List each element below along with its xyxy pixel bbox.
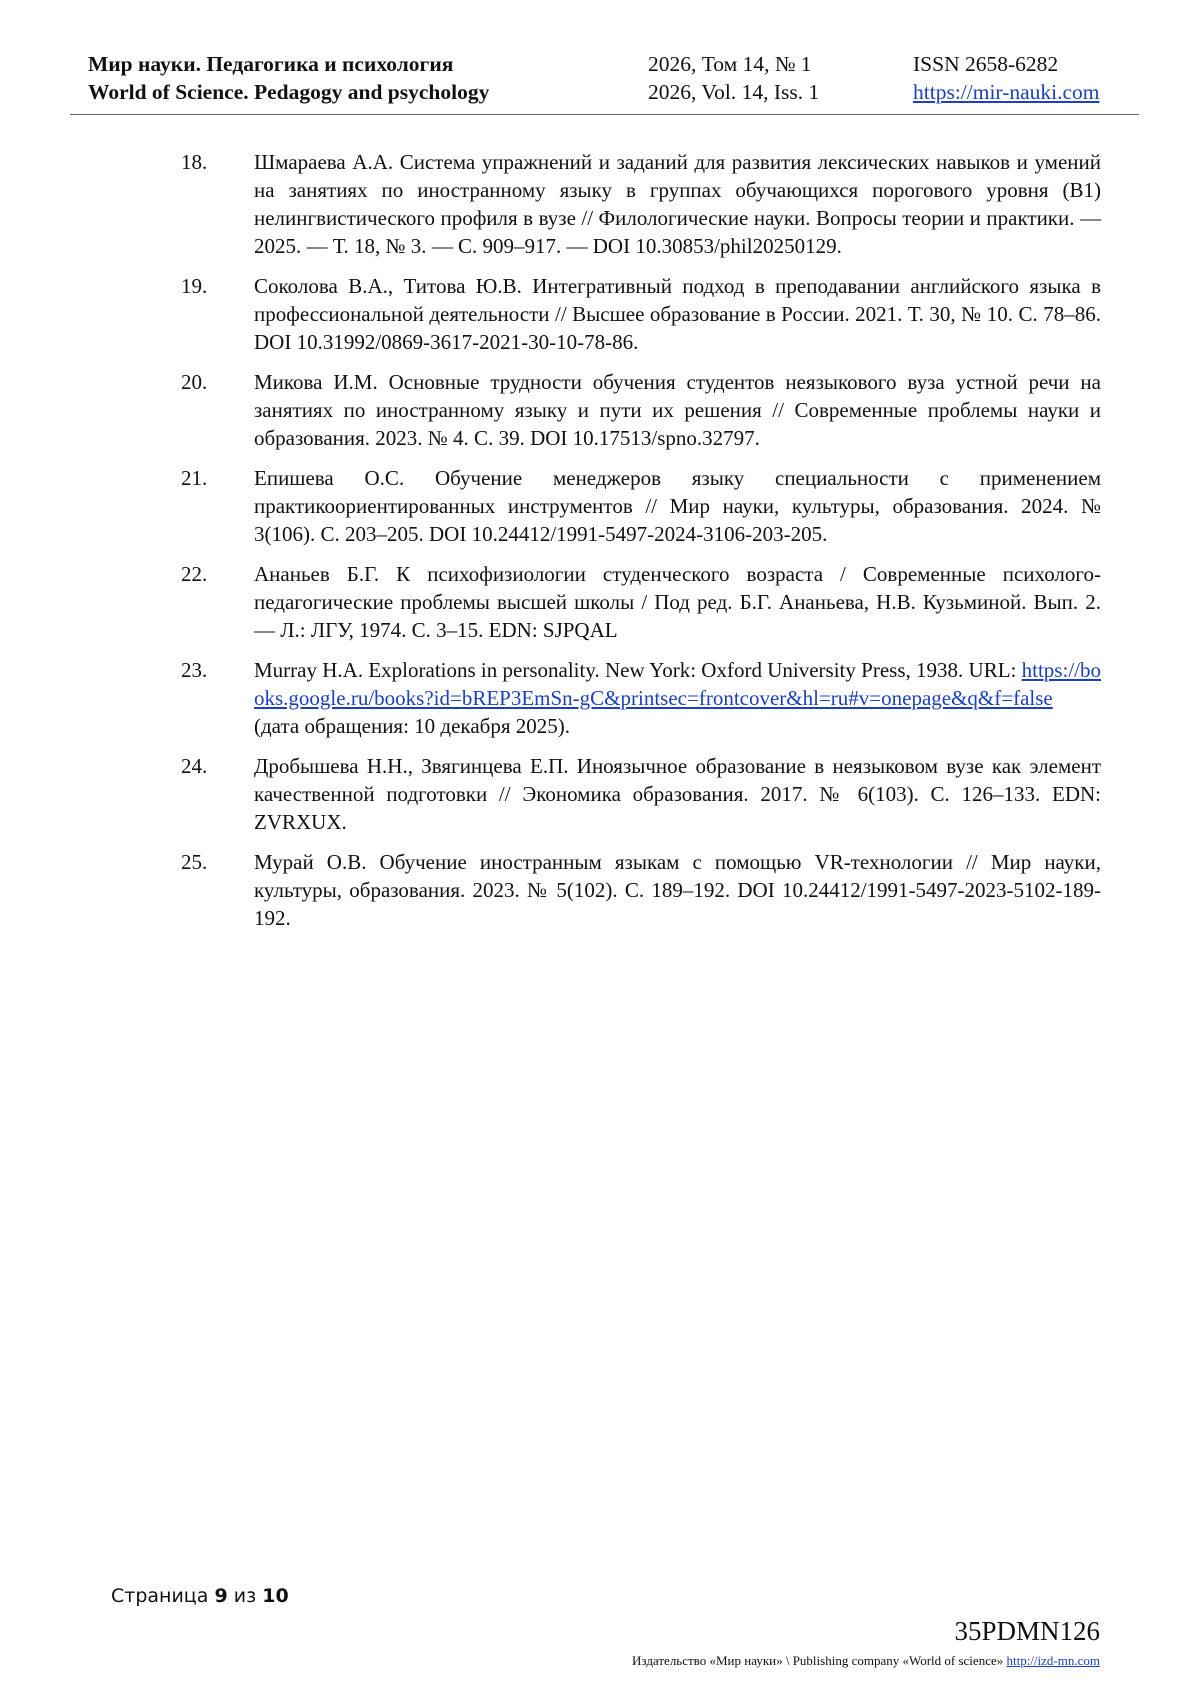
issn: ISSN 2658-6282 (913, 52, 1059, 76)
reference-text: Шмараева А.А. Система упражнений и заданий для развития лексических навыков и умений на занятиях по иностранному языку в группах обучающихся порогового уровня (В1) нелингвистического профиля в вузе // Филологические науки. Вопросы теории и практики. — 2025. — Т. 18, № 3. — С. 909–917. — DOI 10.30853/phil20250129. (254, 150, 1101, 258)
journal-title-en: World of Science. Pedagogy and psychology (88, 80, 490, 104)
publisher-text: Издательство «Мир науки» \ Publishing company «World of science» (632, 1653, 1007, 1668)
journal-title-ru: Мир науки. Педагогика и психология (88, 52, 454, 76)
reference-item (181, 848, 1101, 932)
reference-text: Мурай О.В. Обучение иностранным языкам с помощью VR-технологии // Мир науки, культуры, образования. 2023. № 5(102). С. 189–192. DOI 10.24412/1991-5497-2023-5102-189-192. (254, 850, 1101, 930)
reference-text: Епишева О.С. Обучение менеджеров языку специальности с применением практикоориентированных инструментов // Мир науки, культуры, образования. 2024. № 3(106). С. 203–205. DOI 10.24412/1991-5497-2024-3106-203-205. (254, 466, 1101, 546)
reference-text: Murray H.A. Explorations in personality. New York: Oxford University Press, 1938. URL: (254, 658, 1022, 682)
reference-item (181, 148, 1101, 260)
page-of: из (233, 1585, 257, 1607)
reference-number: 19. (181, 274, 208, 298)
publisher-link[interactable]: http://izd-mn.com (1006, 1653, 1100, 1668)
reference-number: 23. (181, 658, 208, 682)
reference-text: Ананьев Б.Г. К психофизиологии студенческого возраста / Современные психолого-педагогические проблемы высшей школы / Под ред. Б.Г. Ананьева, Н.В. Кузьминой. Вып. 2. — Л.: ЛГУ, 1974. С. 3–15. EDN: SJPQAL (254, 562, 1101, 642)
reference-number: 24. (181, 754, 208, 778)
reference-item (181, 368, 1101, 452)
page-header (70, 50, 1139, 115)
journal-title (88, 50, 489, 106)
page-total: 10 (262, 1585, 289, 1607)
journal-site-link[interactable]: https://mir-nauki.com (913, 80, 1100, 104)
reference-item (181, 272, 1101, 356)
issue-ru: 2026, Том 14, № 1 (648, 52, 812, 76)
issn-info (913, 50, 1099, 106)
reference-number: 22. (181, 562, 208, 586)
issue-info (648, 50, 819, 106)
reference-text: Микова И.М. Основные трудности обучения студентов неязыкового вуза устной речи на занятиях по иностранному языку и пути их решения // Современные проблемы науки и образования. 2023. № 4. С. 39. DOI 10.17513/spno.32797. (254, 370, 1101, 450)
reference-item (181, 656, 1101, 740)
reference-text: Дробышева Н.Н., Звягинцева Е.П. Иноязычное образование в неязыковом вузе как элемент качественной подготовки // Экономика образования. 2017. № 6(103). С. 126–133. EDN: ZVRXUX. (254, 754, 1101, 834)
reference-item (181, 752, 1101, 836)
article-code: 35PDMN126 (954, 1616, 1100, 1646)
reference-number: 20. (181, 370, 208, 394)
reference-access-date: (дата обращения: 10 декабря 2025). (254, 714, 570, 738)
page-number (111, 1585, 289, 1607)
page-label: Страница (111, 1585, 209, 1607)
reference-number: 21. (181, 466, 208, 490)
reference-text: Соколова В.А., Титова Ю.В. Интегративный подход в преподавании английского языка в профессиональной деятельности // Высшее образование в России. 2021. Т. 30, № 10. С. 78–86. DOI 10.31992/0869-3617-2021-30-10-78-86. (254, 274, 1101, 354)
publisher-line (632, 1653, 1100, 1669)
reference-list (181, 148, 1101, 944)
page-current: 9 (214, 1585, 228, 1607)
reference-number: 18. (181, 150, 208, 174)
reference-item (181, 560, 1101, 644)
reference-url-link[interactable]: https://books.google.ru/books?id=bREP3EmSn-gC&printsec=frontcover&hl=ru#v=onepage&q&f=false (254, 658, 1101, 710)
reference-item (181, 464, 1101, 548)
issue-en: 2026, Vol. 14, Iss. 1 (648, 80, 820, 104)
reference-number: 25. (181, 850, 208, 874)
